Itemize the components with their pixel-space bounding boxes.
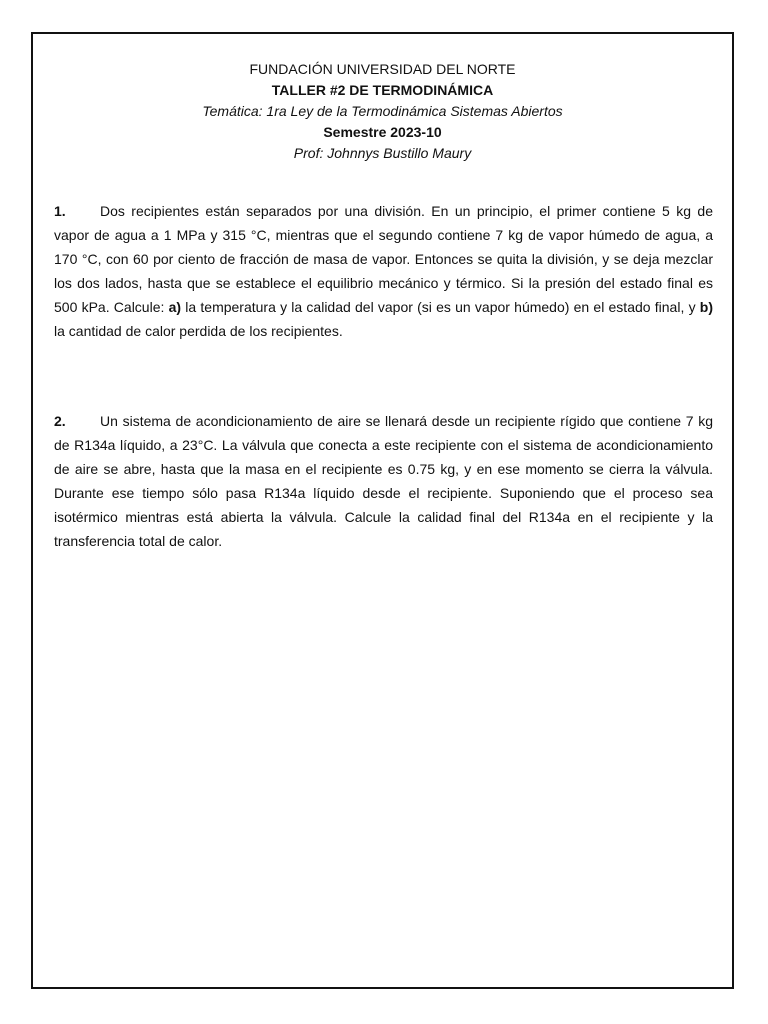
problem-number: 1. — [54, 203, 66, 219]
problem-2 — [54, 409, 713, 553]
page-frame — [31, 32, 734, 989]
problem-text: Un sistema de acondicionamiento de aire se llenará desde un recipiente rígido que contiene 7 kg de R134a líquido, a 23°C. La válvula que conecta a este recipiente con el sistema de acondicionamiento de aire se abre, hasta que la masa en el recipiente es 0.75 kg, y en ese momento se cierra la válvula. Durante ese tiempo sólo pasa R134a líquido desde el recipiente. Suponiendo que el proceso sea isotérmico mientras está abierta la válvula. Calcule la calidad final del R134a en el recipiente y la transferencia total de calor. — [54, 413, 713, 549]
problem-number: 2. — [54, 413, 66, 429]
problem-1 — [54, 199, 713, 343]
topic-line: Temática: 1ra Ley de la Termodinámica Sistemas Abiertos — [202, 103, 563, 119]
document-header — [33, 59, 732, 164]
semester-line: Semestre 2023-10 — [323, 124, 442, 140]
problem-text: Dos recipientes están separados por una división. En un principio, el primer contiene 5 kg de vapor de agua a 1 MPa y 315 °C, mientras que el segundo contiene 7 kg de vapor húmedo de agua, a 170 °C, con 60 por ciento de fracción de masa de vapor. Entonces se quita la división, y se deja mezclar los dos lados, hasta que se establece el equilibrio mecánico y térmico. Si la presión del estado final es 500 kPa. Calcule: — [54, 203, 713, 315]
document-title: TALLER #2 DE TERMODINÁMICA — [271, 82, 494, 98]
part-label-a: a) — [168, 299, 182, 315]
problem-text: la cantidad de calor perdida de los recipientes. — [54, 323, 343, 339]
professor-line: Prof: Johnnys Bustillo Maury — [293, 145, 472, 161]
part-label-b: b) — [699, 299, 713, 315]
problem-text: la temperatura y la calidad del vapor (si es un vapor húmedo) en el estado final, y — [181, 299, 700, 315]
institution-name: FUNDACIÓN UNIVERSIDAD DEL NORTE — [249, 61, 516, 77]
